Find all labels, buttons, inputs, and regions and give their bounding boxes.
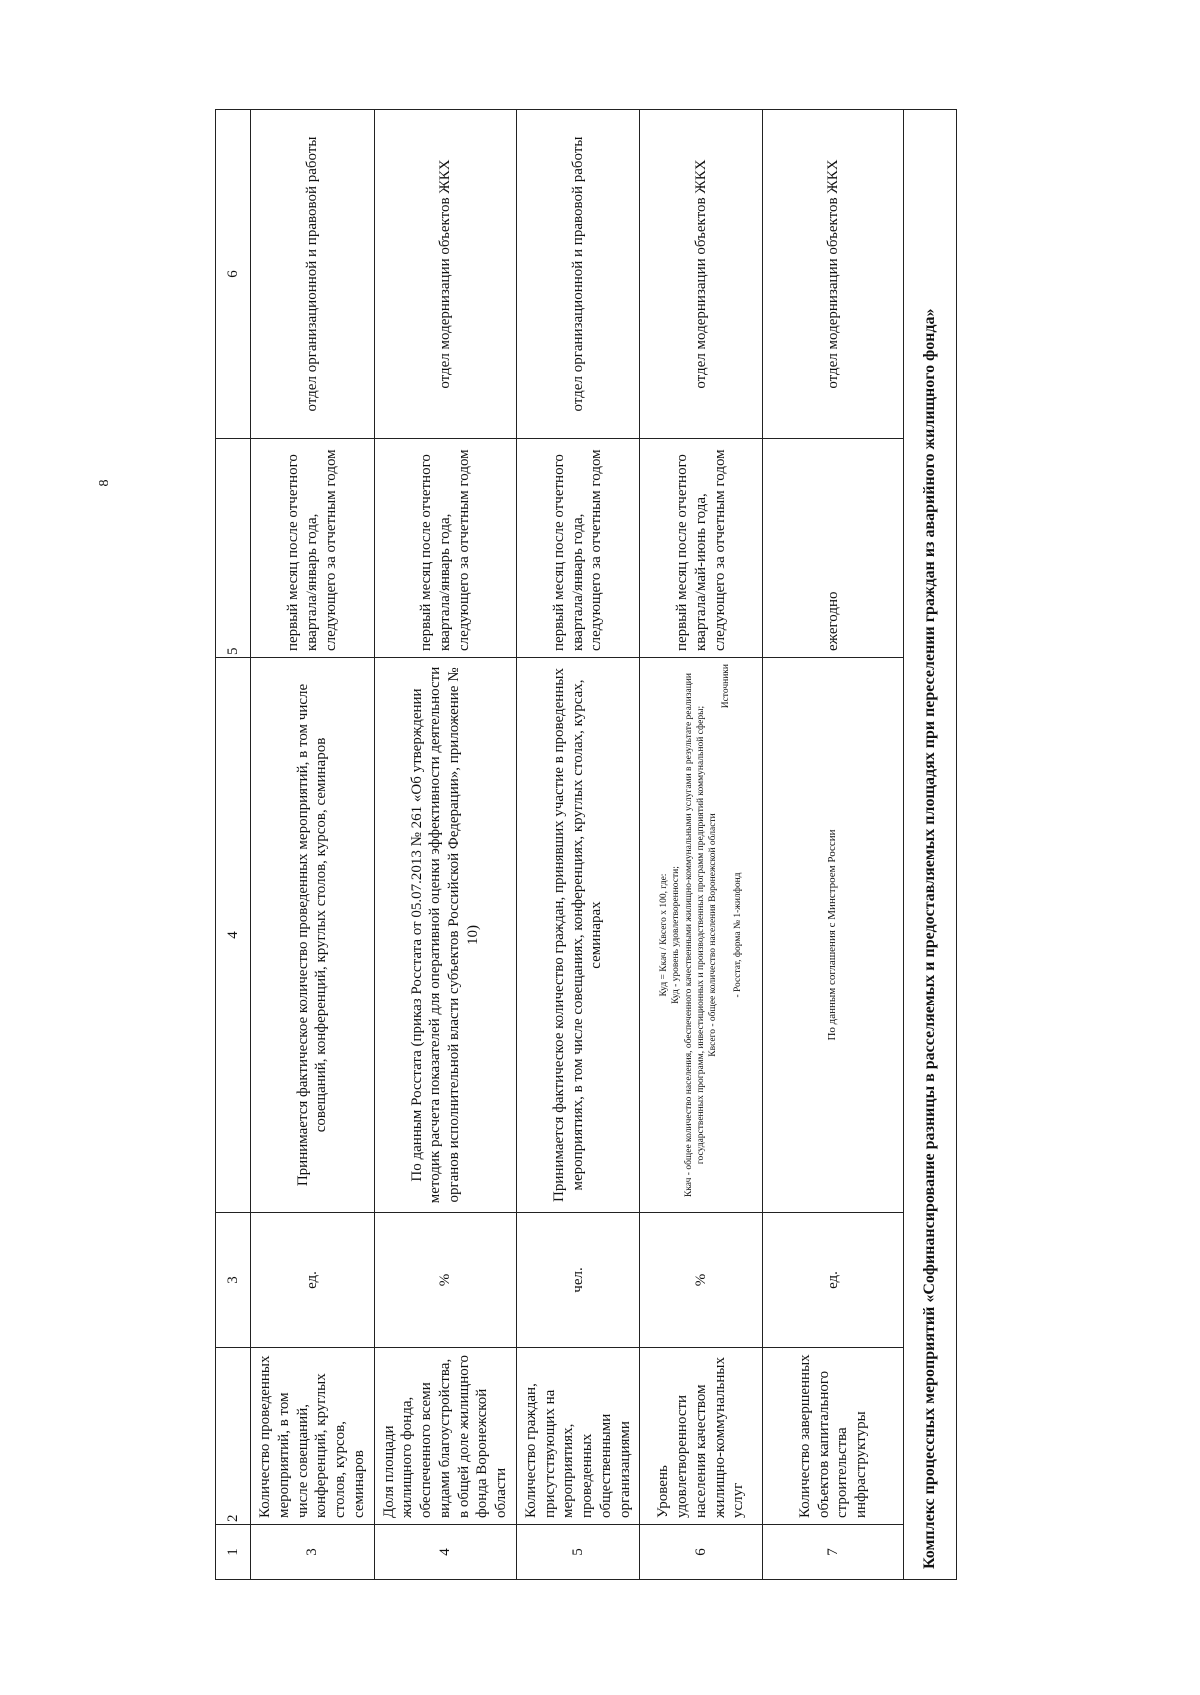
period-cell: первый месяц после отчетного квартала/январь года, следующего за отчетным годом bbox=[251, 439, 375, 658]
formula-definition: Ккач - общее количество населения, обеспеченного качественными жилищно-коммунальными услугами в результате реализации государственных программ, инвестиционных и производственных программ предприятий коммунальной сферы; bbox=[683, 673, 707, 1197]
responsible-cell: отдел модернизации объектов ЖКХ bbox=[763, 110, 904, 439]
column-header-2: 2 bbox=[216, 1348, 251, 1525]
rotated-table-container bbox=[215, 136, 1015, 1580]
unit-cell: % bbox=[640, 1213, 763, 1348]
column-header-5: 5 bbox=[216, 439, 251, 658]
column-header-4: 4 bbox=[216, 658, 251, 1213]
indicator-name: Уровень удовлетворенности населения качеством жилищно-коммунальных услуг bbox=[640, 1348, 763, 1525]
indicator-name: Доля площади жилищного фонда, обеспеченного всеми видами благоустройства, в общей доле жилищного фонда Воронежской области bbox=[374, 1348, 516, 1525]
row-number: 7 bbox=[763, 1525, 904, 1580]
sources-label: Источники bbox=[720, 664, 731, 709]
indicator-name: Количество граждан, присутствующих на мероприятиях, проведенных общественными организациями bbox=[516, 1348, 640, 1525]
table-row bbox=[516, 110, 640, 1580]
method-formula-cell bbox=[640, 658, 763, 1213]
section-title: Комплекс процессных мероприятий «Софинансирование разницы в расселяемых и предоставляемых площадях при переселении граждан из аварийного жилищного фонда» bbox=[904, 110, 957, 1580]
table-row bbox=[763, 110, 904, 1580]
period-cell: первый месяц после отчетного квартала/январь года, следующего за отчетным годом bbox=[374, 439, 516, 658]
row-number: 3 bbox=[251, 1525, 375, 1580]
responsible-cell: отдел организационной и правовой работы bbox=[251, 110, 375, 439]
table-row bbox=[251, 110, 375, 1580]
column-header-3: 3 bbox=[216, 1213, 251, 1348]
indicators-table bbox=[215, 109, 957, 1580]
column-header-1: 1 bbox=[216, 1525, 251, 1580]
indicator-name: Количество проведенных мероприятий, в том числе совещаний, конференций, круглых столов, курсов, семинаров bbox=[251, 1348, 375, 1525]
page-number: 8 bbox=[97, 479, 112, 487]
section-row bbox=[904, 110, 957, 1580]
row-number: 6 bbox=[640, 1525, 763, 1580]
unit-cell: ед. bbox=[763, 1213, 904, 1348]
row-number: 5 bbox=[516, 1525, 640, 1580]
row-number: 4 bbox=[374, 1525, 516, 1580]
period-cell: первый месяц после отчетного квартала/январь года, следующего за отчетным годом bbox=[516, 439, 640, 658]
formula-definition: Куд - уровень удовлетворенности; bbox=[671, 866, 682, 1004]
method-cell: По данным Росстата (приказ Росстата от 05.07.2013 № 261 «Об утверждении методик расчета показателей для оперативной оценки эффективности деятельности органов исполнительной власти субъектов Российской Федерации», приложение № 10) bbox=[374, 658, 516, 1213]
unit-cell: ед. bbox=[251, 1213, 375, 1348]
indicator-name: Количество завершенных объектов капитального строительства инфраструктуры bbox=[763, 1348, 904, 1525]
method-cell: Принимается фактическое количество проведенных мероприятий, в том числе совещаний, конференций, круглых столов, курсов, семинаров bbox=[251, 658, 375, 1213]
responsible-cell: отдел организационной и правовой работы bbox=[516, 110, 640, 439]
formula-definition: Квсего - общее количество населения Воронежской области bbox=[708, 813, 719, 1057]
source-item: - Росстат, форма № 1-жилфонд bbox=[733, 872, 744, 998]
unit-cell: чел. bbox=[516, 1213, 640, 1348]
column-header-6: 6 bbox=[216, 110, 251, 439]
method-cell: Принимается фактическое количество граждан, принявших участие в проведенных мероприятиях, в том числе совещаниях, конференциях, круглых столах, курсах, семинарах bbox=[516, 658, 640, 1213]
formula-line: Куд = Ккач / Квсего х 100, где: bbox=[659, 873, 670, 997]
period-cell: первый месяц после отчетного квартала/май-июнь года, следующего за отчетным годом bbox=[640, 439, 763, 658]
table-row bbox=[374, 110, 516, 1580]
unit-cell: % bbox=[374, 1213, 516, 1348]
responsible-cell: отдел модернизации объектов ЖКХ bbox=[640, 110, 763, 439]
responsible-cell: отдел модернизации объектов ЖКХ bbox=[374, 110, 516, 439]
table-header-row bbox=[216, 110, 251, 1580]
period-cell: ежегодно bbox=[763, 439, 904, 658]
table-row bbox=[640, 110, 763, 1580]
method-cell: По данным соглашения с Минстроем России bbox=[763, 658, 904, 1213]
